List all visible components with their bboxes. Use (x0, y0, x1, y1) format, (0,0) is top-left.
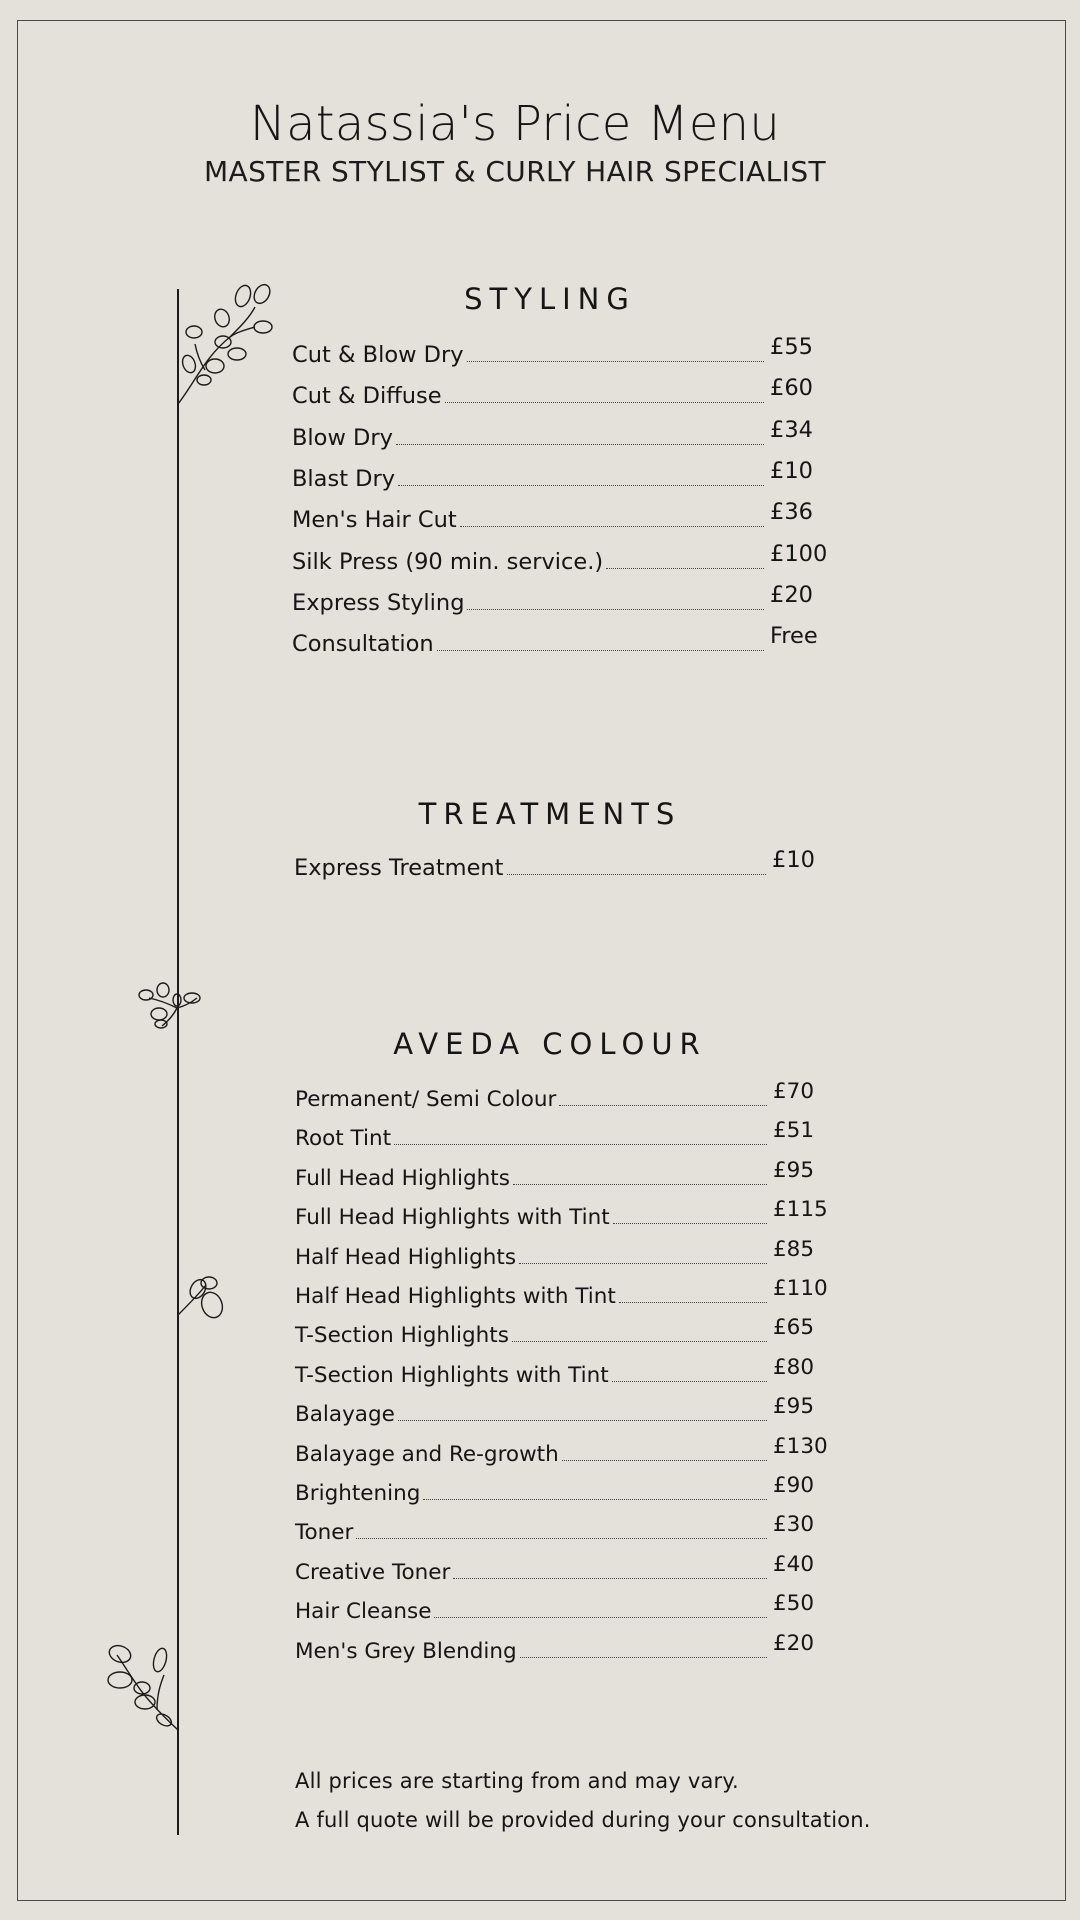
menu-item-name: Silk Press (90 min. service.) (292, 548, 604, 575)
menu-item-name: Creative Toner (295, 1559, 451, 1585)
dot-leader (519, 1263, 767, 1264)
menu-item (292, 499, 822, 534)
vine-stem (177, 289, 179, 1835)
dot-leader (562, 1460, 767, 1461)
menu-item-name: Hair Cleanse (295, 1599, 432, 1625)
menu-item-price: £130 (773, 1433, 828, 1459)
section-title-styling: STYLING (464, 282, 636, 316)
menu-item (295, 1079, 825, 1112)
menu-item-price: £20 (773, 1630, 815, 1656)
menu-item-name: Consultation (292, 631, 434, 658)
menu-item-name: Permanent/ Semi Colour (295, 1087, 557, 1112)
menu-item-name: Cut & Diffuse (292, 383, 442, 410)
menu-item (295, 1433, 828, 1467)
menu-item (295, 1118, 825, 1152)
menu-item-price: £36 (770, 499, 813, 526)
dot-leader (606, 568, 764, 569)
menu-item (292, 457, 822, 492)
dot-leader (396, 444, 764, 445)
menu-item-price: £50 (773, 1591, 815, 1617)
menu-item-price: £30 (773, 1512, 815, 1538)
dot-leader (507, 874, 767, 875)
dot-leader (453, 1578, 767, 1579)
menu-item-name: T-Section Highlights with Tint (295, 1362, 609, 1388)
footer-note-pricing: All prices are starting from and may vary. (295, 1769, 739, 1793)
dot-leader (513, 1184, 767, 1185)
menu-item-name: Balayage (295, 1402, 395, 1428)
leaf-sprig-icon (137, 978, 202, 1030)
menu-item-name: Blast Dry (292, 465, 396, 492)
dot-leader (460, 526, 764, 527)
menu-item-name: Balayage and Re-growth (295, 1441, 559, 1467)
menu-item-price: £80 (773, 1354, 815, 1380)
menu-item-name: Full Head Highlights (295, 1165, 510, 1191)
menu-item-name: Brightening (295, 1481, 421, 1506)
menu-item-name: Men's Grey Blending (295, 1638, 517, 1664)
dot-leader (619, 1302, 767, 1303)
menu-item-price: £95 (773, 1157, 815, 1183)
dot-leader (520, 1657, 767, 1658)
dot-leader (467, 361, 764, 362)
menu-item-price: £90 (773, 1473, 815, 1498)
dot-leader (559, 1105, 767, 1106)
dot-leader (398, 1420, 767, 1421)
menu-item-price: £110 (773, 1276, 828, 1301)
menu-item-price: £115 (773, 1197, 828, 1223)
page-subtitle: MASTER STYLIST & CURLY HAIR SPECIALIST (203, 155, 827, 188)
menu-item-name: T-Section Highlights (295, 1323, 509, 1349)
menu-item-name: Express Styling (292, 589, 465, 616)
dot-leader (437, 650, 764, 651)
dot-leader (445, 402, 764, 403)
menu-item-name: Full Head Highlights with Tint (295, 1205, 610, 1231)
menu-item-price: £10 (772, 847, 815, 873)
menu-item-price: £55 (770, 334, 813, 360)
menu-item (295, 1236, 825, 1270)
menu-item (295, 1473, 825, 1506)
section-title-treatments: TREATMENTS (418, 797, 682, 831)
menu-item-name: Half Head Highlights (295, 1244, 517, 1270)
dot-leader (613, 1223, 767, 1224)
dot-leader (394, 1144, 767, 1145)
menu-item (295, 1315, 825, 1349)
menu-item-name: Toner (295, 1520, 354, 1546)
menu-item (295, 1551, 825, 1585)
menu-item (294, 847, 824, 881)
page-title: Natassia's Price Menu (249, 96, 781, 152)
menu-item (292, 375, 822, 410)
menu-item-name: Root Tint (295, 1126, 392, 1152)
leaf-sprig-icon (175, 282, 275, 407)
leaf-sprig-icon (176, 1275, 231, 1325)
menu-item (295, 1630, 825, 1664)
menu-item-price: £10 (770, 457, 813, 484)
menu-item (292, 540, 828, 575)
menu-item-price: £95 (773, 1394, 815, 1420)
dot-leader (467, 609, 764, 610)
menu-item-price: £100 (770, 540, 828, 567)
dot-leader (398, 485, 764, 486)
menu-item-price: £20 (770, 581, 813, 608)
menu-item-price: £85 (773, 1236, 815, 1262)
dot-leader (512, 1341, 767, 1342)
menu-item-price: £51 (773, 1118, 815, 1144)
menu-item-price: Free (770, 623, 818, 650)
section-title-aveda-colour: AVEDA COLOUR (393, 1027, 707, 1061)
menu-item (295, 1512, 825, 1546)
menu-item (295, 1394, 825, 1428)
menu-item-name: Express Treatment (294, 855, 504, 881)
menu-item (292, 334, 822, 368)
menu-item-name: Cut & Blow Dry (292, 342, 464, 368)
dot-leader (612, 1381, 767, 1382)
menu-item (292, 623, 822, 658)
menu-item-name: Half Head Highlights with Tint (295, 1284, 616, 1309)
dot-leader (423, 1499, 767, 1500)
menu-item (295, 1354, 825, 1388)
leaf-sprig-icon (102, 1640, 182, 1735)
menu-item (295, 1276, 828, 1309)
menu-item-price: £70 (773, 1079, 815, 1104)
dot-leader (434, 1617, 767, 1618)
dot-leader (356, 1538, 767, 1539)
menu-item-price: £34 (770, 416, 813, 443)
menu-item-price: £60 (770, 375, 813, 402)
menu-item-name: Men's Hair Cut (292, 507, 457, 534)
menu-item (292, 581, 822, 616)
menu-item (292, 416, 822, 451)
menu-item (295, 1197, 828, 1231)
menu-item-name: Blow Dry (292, 424, 393, 451)
footer-note-quote: A full quote will be provided during your consultation. (295, 1808, 871, 1832)
menu-item-price: £65 (773, 1315, 815, 1341)
menu-item (295, 1591, 825, 1625)
menu-item-price: £40 (773, 1551, 815, 1577)
menu-item (295, 1157, 825, 1191)
